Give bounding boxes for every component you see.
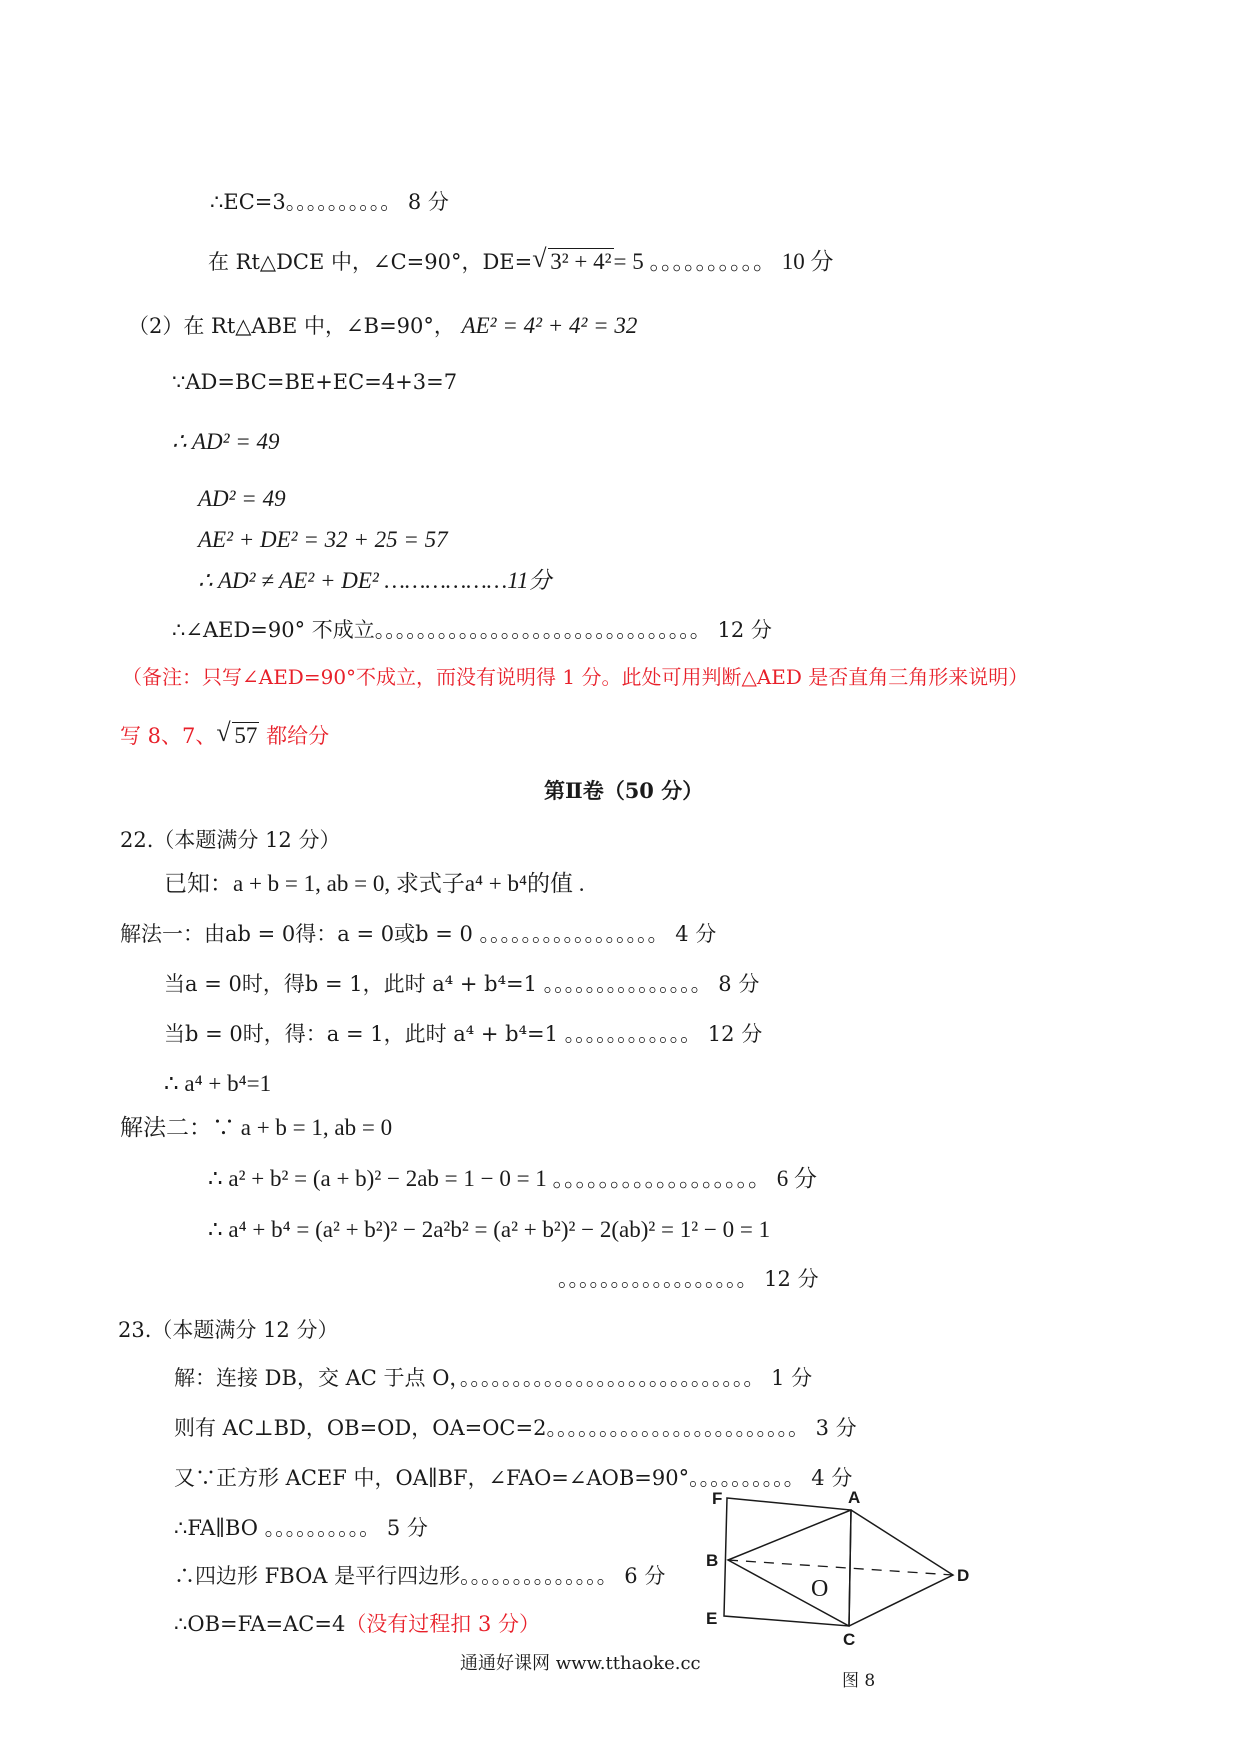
q23-title: 23.（本题满分 12 分） xyxy=(118,1318,339,1342)
q22-method1-c: 当b = 0时，得：a = 1，此时 a⁴ + b⁴=1 。。。。。。。。。。。。 12 分 xyxy=(164,1022,763,1046)
q22-method2-a: 解法二：∵ a + b = 1, ab = 0 xyxy=(120,1115,393,1140)
line-ec: ∴EC=3。。。。。。。。。。 8 分 xyxy=(210,190,449,214)
note-scores-pre: 写 8、7、 xyxy=(120,724,217,748)
line-neq: ∴ AD² ≠ AE² + DE² ………………11分 xyxy=(198,568,552,593)
sqrt-expression: √ 3² + 4² xyxy=(532,244,612,274)
label-f: F xyxy=(712,1490,723,1508)
line-ae-de: AE² + DE² = 32 + 25 = 57 xyxy=(198,527,448,552)
label-c: C xyxy=(843,1630,856,1649)
label-b: B xyxy=(706,1551,719,1570)
note-sqrt: √ 57 xyxy=(216,718,258,748)
diagonal-bd xyxy=(728,1560,953,1575)
part2-math: AE² = 4² + 4² = 32 xyxy=(461,313,638,338)
diagonal-ac xyxy=(849,1510,851,1626)
q22-title: 22.（本题满分 12 分） xyxy=(120,828,341,852)
q23-step3: 又∵正方形 ACEF 中，OA∥BF，∠FAO=∠AOB=90°。。。。。。。。。。 4 分 xyxy=(174,1466,853,1490)
section-title: 第Ⅱ卷（50 分） xyxy=(544,778,704,803)
label-a: A xyxy=(848,1490,861,1507)
q22-method2-d: 。。。。。。。。。。。。。。。。。。 12 分 xyxy=(558,1267,819,1291)
part2-line xyxy=(128,312,637,340)
note-scores-post: 都给分 xyxy=(259,724,330,748)
label-o: O xyxy=(811,1576,829,1602)
line-de-text: 在 Rt△DCE 中，∠C=90°，DE= xyxy=(208,250,533,274)
q22-method1-d: ∴ a⁴ + b⁴=1 xyxy=(164,1071,272,1096)
line-aed-conclusion: ∴∠AED=90° 不成立。。。。。。。。。。。。。。。。。。。。。。。。。。。。。。。 12 分 xyxy=(172,618,772,642)
q23-step2: 则有 AC⊥BD，OB=OD，OA=OC=2。。。。。。。。。。。。。。。。。。。。。。。。 3 分 xyxy=(174,1416,857,1440)
q22-method2-b: ∴ a² + b² = (a + b)² − 2ab = 1 − 0 = 1 。。。。。。。。。。。。。。。。。。 6 分 xyxy=(208,1166,818,1191)
label-d: D xyxy=(957,1566,970,1585)
line-ad-sq: ∴ AD² = 49 xyxy=(172,429,280,454)
part2-label: （2）在 Rt△ABE 中，∠B=90°， xyxy=(128,314,455,338)
q22-method2-c: ∴ a⁴ + b⁴ = (a² + b²)² − 2a²b² = (a² + b²)² − 2(ab)² = 1² − 0 = 1 xyxy=(208,1217,771,1242)
q23-step6 xyxy=(174,1610,540,1638)
q22-method1-b: 当a = 0时，得b = 1，此时 a⁴ + b⁴=1 。。。。。。。。。。。。。。。 8 分 xyxy=(164,972,760,996)
note-scores xyxy=(120,718,330,750)
line-ad-bc: ∵AD=BC=BE+EC=4+3=7 xyxy=(172,370,458,394)
figure-8 xyxy=(700,1490,1000,1690)
q23-step6-text: ∴OB=FA=AC=4 xyxy=(174,1612,346,1636)
sqrt-arg: 3² + 4² xyxy=(550,249,612,274)
label-e: E xyxy=(706,1609,718,1628)
line-ad-sq2: AD² = 49 xyxy=(198,486,286,511)
q23-step6-note: （没有过程扣 3 分） xyxy=(345,1612,541,1636)
line-de xyxy=(208,244,834,276)
note-sqrt-arg: 57 xyxy=(234,723,258,748)
q22-given: 已知：a + b = 1, ab = 0, 求式子a⁴ + b⁴的值 . xyxy=(164,871,585,896)
note-remark: （备注：只写∠AED=90°不成立，而没有说明得 1 分。此处可用判断△AED 是否直角三角形来说明） xyxy=(122,665,1029,689)
q22-method1-a: 解法一：由ab = 0得：a = 0或b = 0 。。。。。。。。。。。。。。。。。 4 分 xyxy=(120,922,717,946)
footer-watermark: 通通好课网 www.tthaoke.cc xyxy=(460,1653,701,1674)
q23-step4: ∴FA∥BO 。。。。。。。。。。 5 分 xyxy=(174,1516,428,1540)
q23-step5: ∴四边形 FBOA 是平行四边形。。。。。。。。。。。。。。 6 分 xyxy=(174,1564,666,1588)
q23-step1: 解：连接 DB，交 AC 于点 O，。。。。。。。。。。。。。。。。。。。。。。。。。。。。 1 分 xyxy=(174,1366,813,1390)
figure-caption: 图 8 xyxy=(842,1671,876,1690)
line-de-result: = 5 。。。。。。。。。。 10 分 xyxy=(613,249,834,274)
